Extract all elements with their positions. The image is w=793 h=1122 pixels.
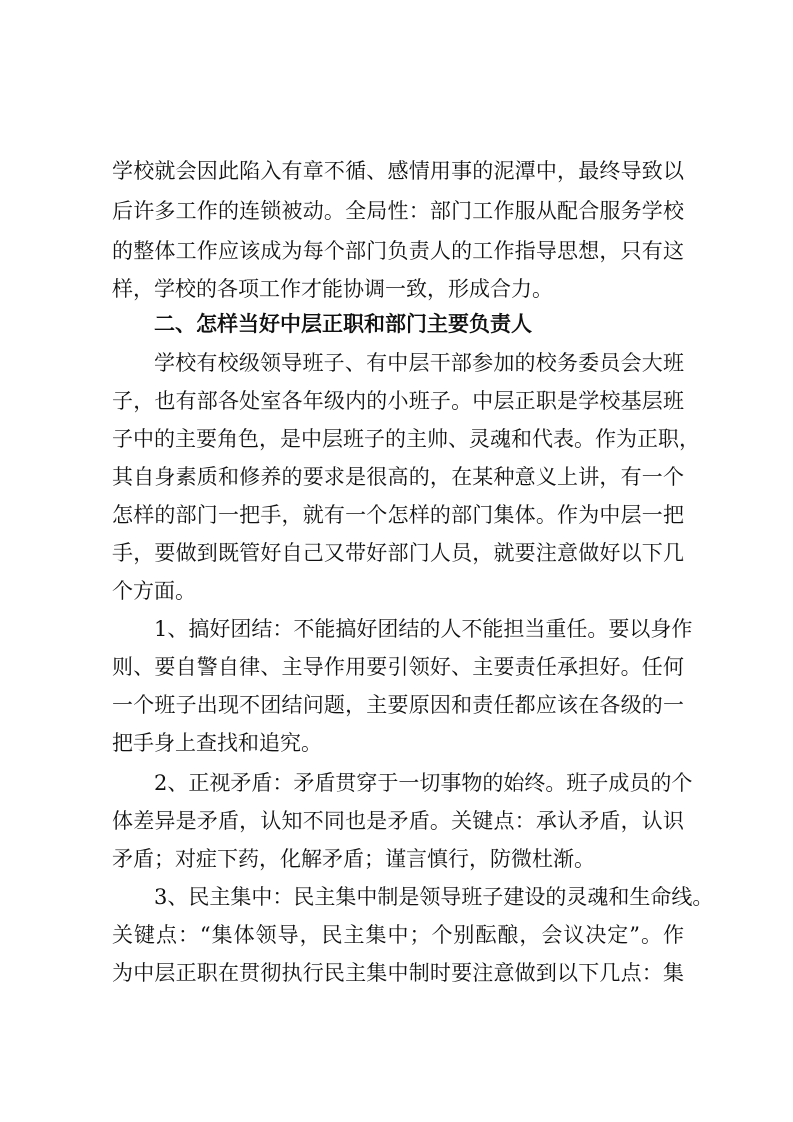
body-text-line: 一个班子出现不团结问题，主要原因和责任都应该在各级的一	[112, 693, 684, 717]
body-text-line: 则、要自警自律、主导作用要引领好、主要责任承担好。任何	[112, 655, 684, 679]
paragraph-first-line: 2、正视矛盾：矛盾贯穿于一切事物的始终。班子成员的个	[154, 771, 693, 795]
body-text-line: 把手身上查找和追究。	[112, 731, 322, 755]
body-text-line: 子中的主要角色，是中层班子的主帅、灵魂和代表。作为正职，	[112, 427, 700, 451]
body-text-line: 子，也有部各处室各年级内的小班子。中层正职是学校基层班	[112, 389, 684, 413]
body-text-line: 的整体工作应该成为每个部门负责人的工作指导思想，只有这	[112, 239, 684, 263]
body-text-line: 矛盾；对症下药，化解矛盾；谨言慎行，防微杜渐。	[112, 847, 595, 871]
paragraph-first-line: 3、民主集中：民主集中制是领导班子建设的灵魂和生命线。	[154, 885, 714, 909]
body-text-line: 其自身素质和修养的要求是很高的，在某种意义上讲，有一个	[112, 465, 684, 489]
body-text-line: 怎样的部门一把手，就有一个怎样的部门集体。作为中层一把	[112, 503, 684, 527]
body-text-line: 学校就会因此陷入有章不循、感情用事的泥潭中，最终导致以	[112, 159, 684, 183]
paragraph-first-line: 学校有校级领导班子、有中层干部参加的校务委员会大班	[154, 351, 684, 375]
body-text-line: 个方面。	[112, 579, 196, 603]
body-text-line: 为中层正职在贯彻执行民主集中制时要注意做到以下几点：集	[112, 961, 684, 985]
body-text-line: 后许多工作的连锁被动。全局性：部门工作服从配合服务学校	[112, 199, 684, 223]
body-text-line: 关键点：“集体领导，民主集中；个别酝酿，会议决定”。作	[112, 923, 684, 947]
body-text-line: 样，学校的各项工作才能协调一致，形成合力。	[112, 277, 553, 301]
body-text-line: 体差异是矛盾，认知不同也是矛盾。关键点：承认矛盾，认识	[112, 809, 684, 833]
paragraph-first-line: 1、搞好团结：不能搞好团结的人不能担当重任。要以身作	[154, 617, 693, 641]
body-text-line: 手，要做到既管好自己又带好部门人员，就要注意做好以下几	[112, 541, 684, 565]
section-heading: 二、怎样当好中层正职和部门主要负责人	[154, 312, 532, 336]
